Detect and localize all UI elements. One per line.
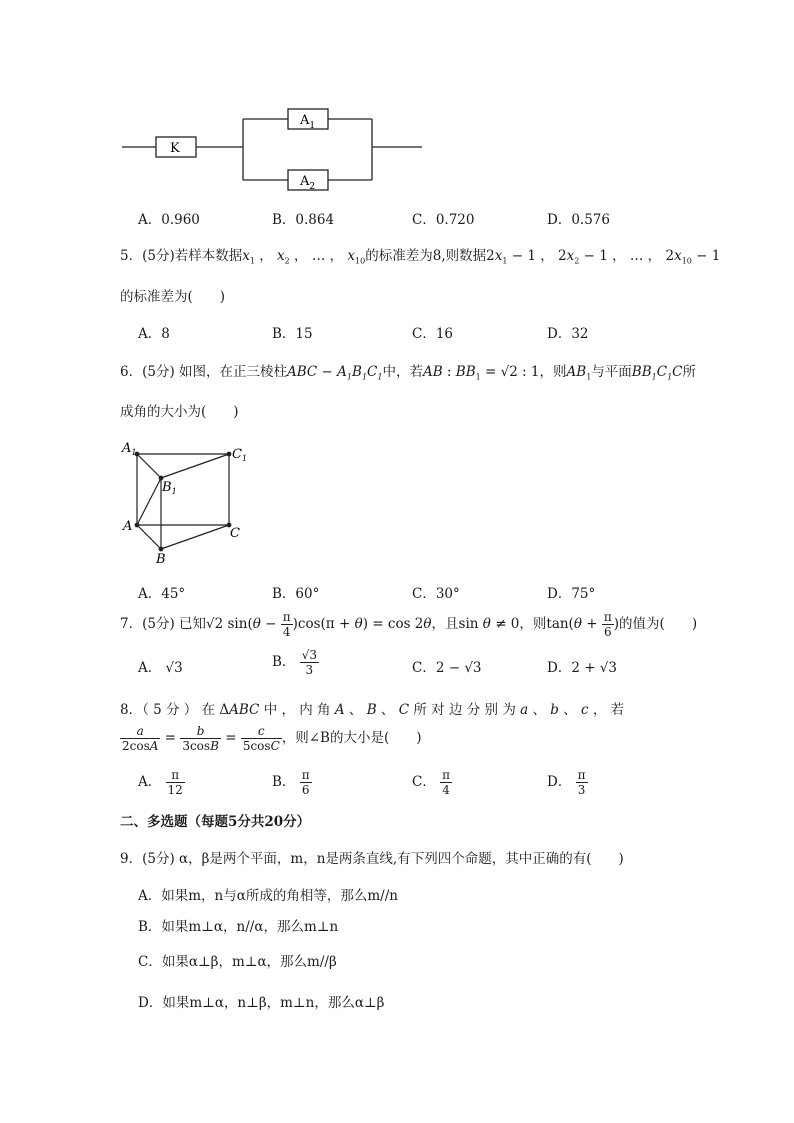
- q4-option-d: D．0.576: [547, 212, 610, 228]
- q9-option-d: D．如果m⊥α，n⊥β，m⊥n，那么α⊥β: [138, 995, 385, 1011]
- q8-stem-line2: $\frac{a}{2\cos A}$ = $\frac{b}{3\cos B}$ = $\frac{c}{5\cos C}$ ，则∠B的大小是( ): [122, 724, 422, 753]
- label-c1: C: [232, 447, 242, 462]
- q7-stem: 7．(5分) 已知√2 sin(θ − $\frac{\pi}{4}$ )cos(π + θ) = cos 2θ，且sin θ ≠ 0，则tan(θ + $\frac{\pi}{6}$ )的值为( ): [120, 610, 698, 639]
- circuit-diagram: [118, 100, 428, 195]
- q6-option-b: B．60°: [272, 586, 320, 602]
- q6-option-d: D．75°: [547, 586, 596, 602]
- q6-option-a: A．45°: [138, 586, 186, 602]
- q5-option-b: B．15: [272, 326, 313, 342]
- q9-option-b: B．如果m⊥α，n//α，那么m⊥n: [138, 919, 339, 935]
- svg-text:A1: $A_1$: [122, 441, 137, 457]
- label-a: A: [123, 519, 133, 534]
- q5-option-c: C．16: [412, 326, 454, 342]
- branch2-sub: 2: [309, 182, 316, 192]
- svg-text:C1: $C_1$: [232, 447, 248, 463]
- q5-stem-line2: 的标准差为( ): [120, 289, 226, 305]
- svg-text:B1: $B_1$: [162, 480, 177, 496]
- label-b: B: [156, 552, 166, 567]
- q7-option-b: B． $\frac{√3}{3}$: [272, 648, 317, 677]
- q6-option-c: C．30°: [412, 586, 460, 602]
- q9-stem: 9．(5分) α，β是两个平面，m，n是两条直线,有下列四个命题，其中正确的有( ): [120, 851, 624, 867]
- branch1-label: A: [300, 113, 310, 128]
- q5-option-a: A．8: [138, 326, 170, 342]
- q8-option-c: C． $\frac{\pi}{4}$: [412, 768, 451, 797]
- q5-stem: 5．(5分)若样本数据$x_1$ ， $x_2$ ， … ， $x_{10}$的标准差为8,则数据$2x_1 - 1$ ， $2x_2 - 1$ ， … ， $2x_{10} - 1$: [120, 248, 721, 266]
- branch2-label: A: [300, 174, 310, 189]
- q8-option-b: B． $\frac{\pi}{6}$: [272, 768, 310, 797]
- q7-option-a: A． √3: [138, 660, 183, 676]
- label-c: C: [230, 526, 240, 541]
- prism-figure: [118, 436, 258, 568]
- q6-stem-line2: 成角的大小为( ): [120, 404, 239, 420]
- q8-option-d: D． $\frac{\pi}{3}$: [547, 768, 586, 797]
- label-b1: B: [162, 480, 172, 495]
- section-title: 二、多选题（每题5分共20分）: [120, 814, 311, 830]
- q4-option-b: B．0.864: [272, 212, 335, 228]
- q7-option-c: C．2 − √3: [412, 660, 482, 676]
- q5-option-d: D．32: [547, 326, 589, 342]
- q9-option-c: C．如果α⊥β，m⊥α，那么m//β: [138, 954, 337, 970]
- q7-option-d: D．2 + √3: [547, 660, 618, 676]
- q6-stem: 6．(5分) 如图，在正三棱柱ABC − $A_1B_1C_1$中，若AB : $BB_1 = √2$ : 1，则$AB_1$与平面$BB_1C_1C$所: [120, 364, 697, 382]
- q9-option-a: A．如果m，n与α所成的角相等，那么m//n: [138, 888, 398, 904]
- q4-option-a: A．0.960: [138, 212, 200, 228]
- label-a1: A: [122, 441, 132, 456]
- branch1-sub: 1: [309, 121, 316, 131]
- q8-option-a: A． $\frac{\pi}{12}$: [138, 768, 183, 797]
- q4-option-c: C．0.720: [412, 212, 475, 228]
- q8-stem: 8．（ 5 分 ） 在 ΔABC 中 ， 内 角 A 、 B 、 C 所 对 边 分 别 为 a 、 b 、 c ， 若: [120, 702, 625, 718]
- switch-label: K: [170, 141, 180, 156]
